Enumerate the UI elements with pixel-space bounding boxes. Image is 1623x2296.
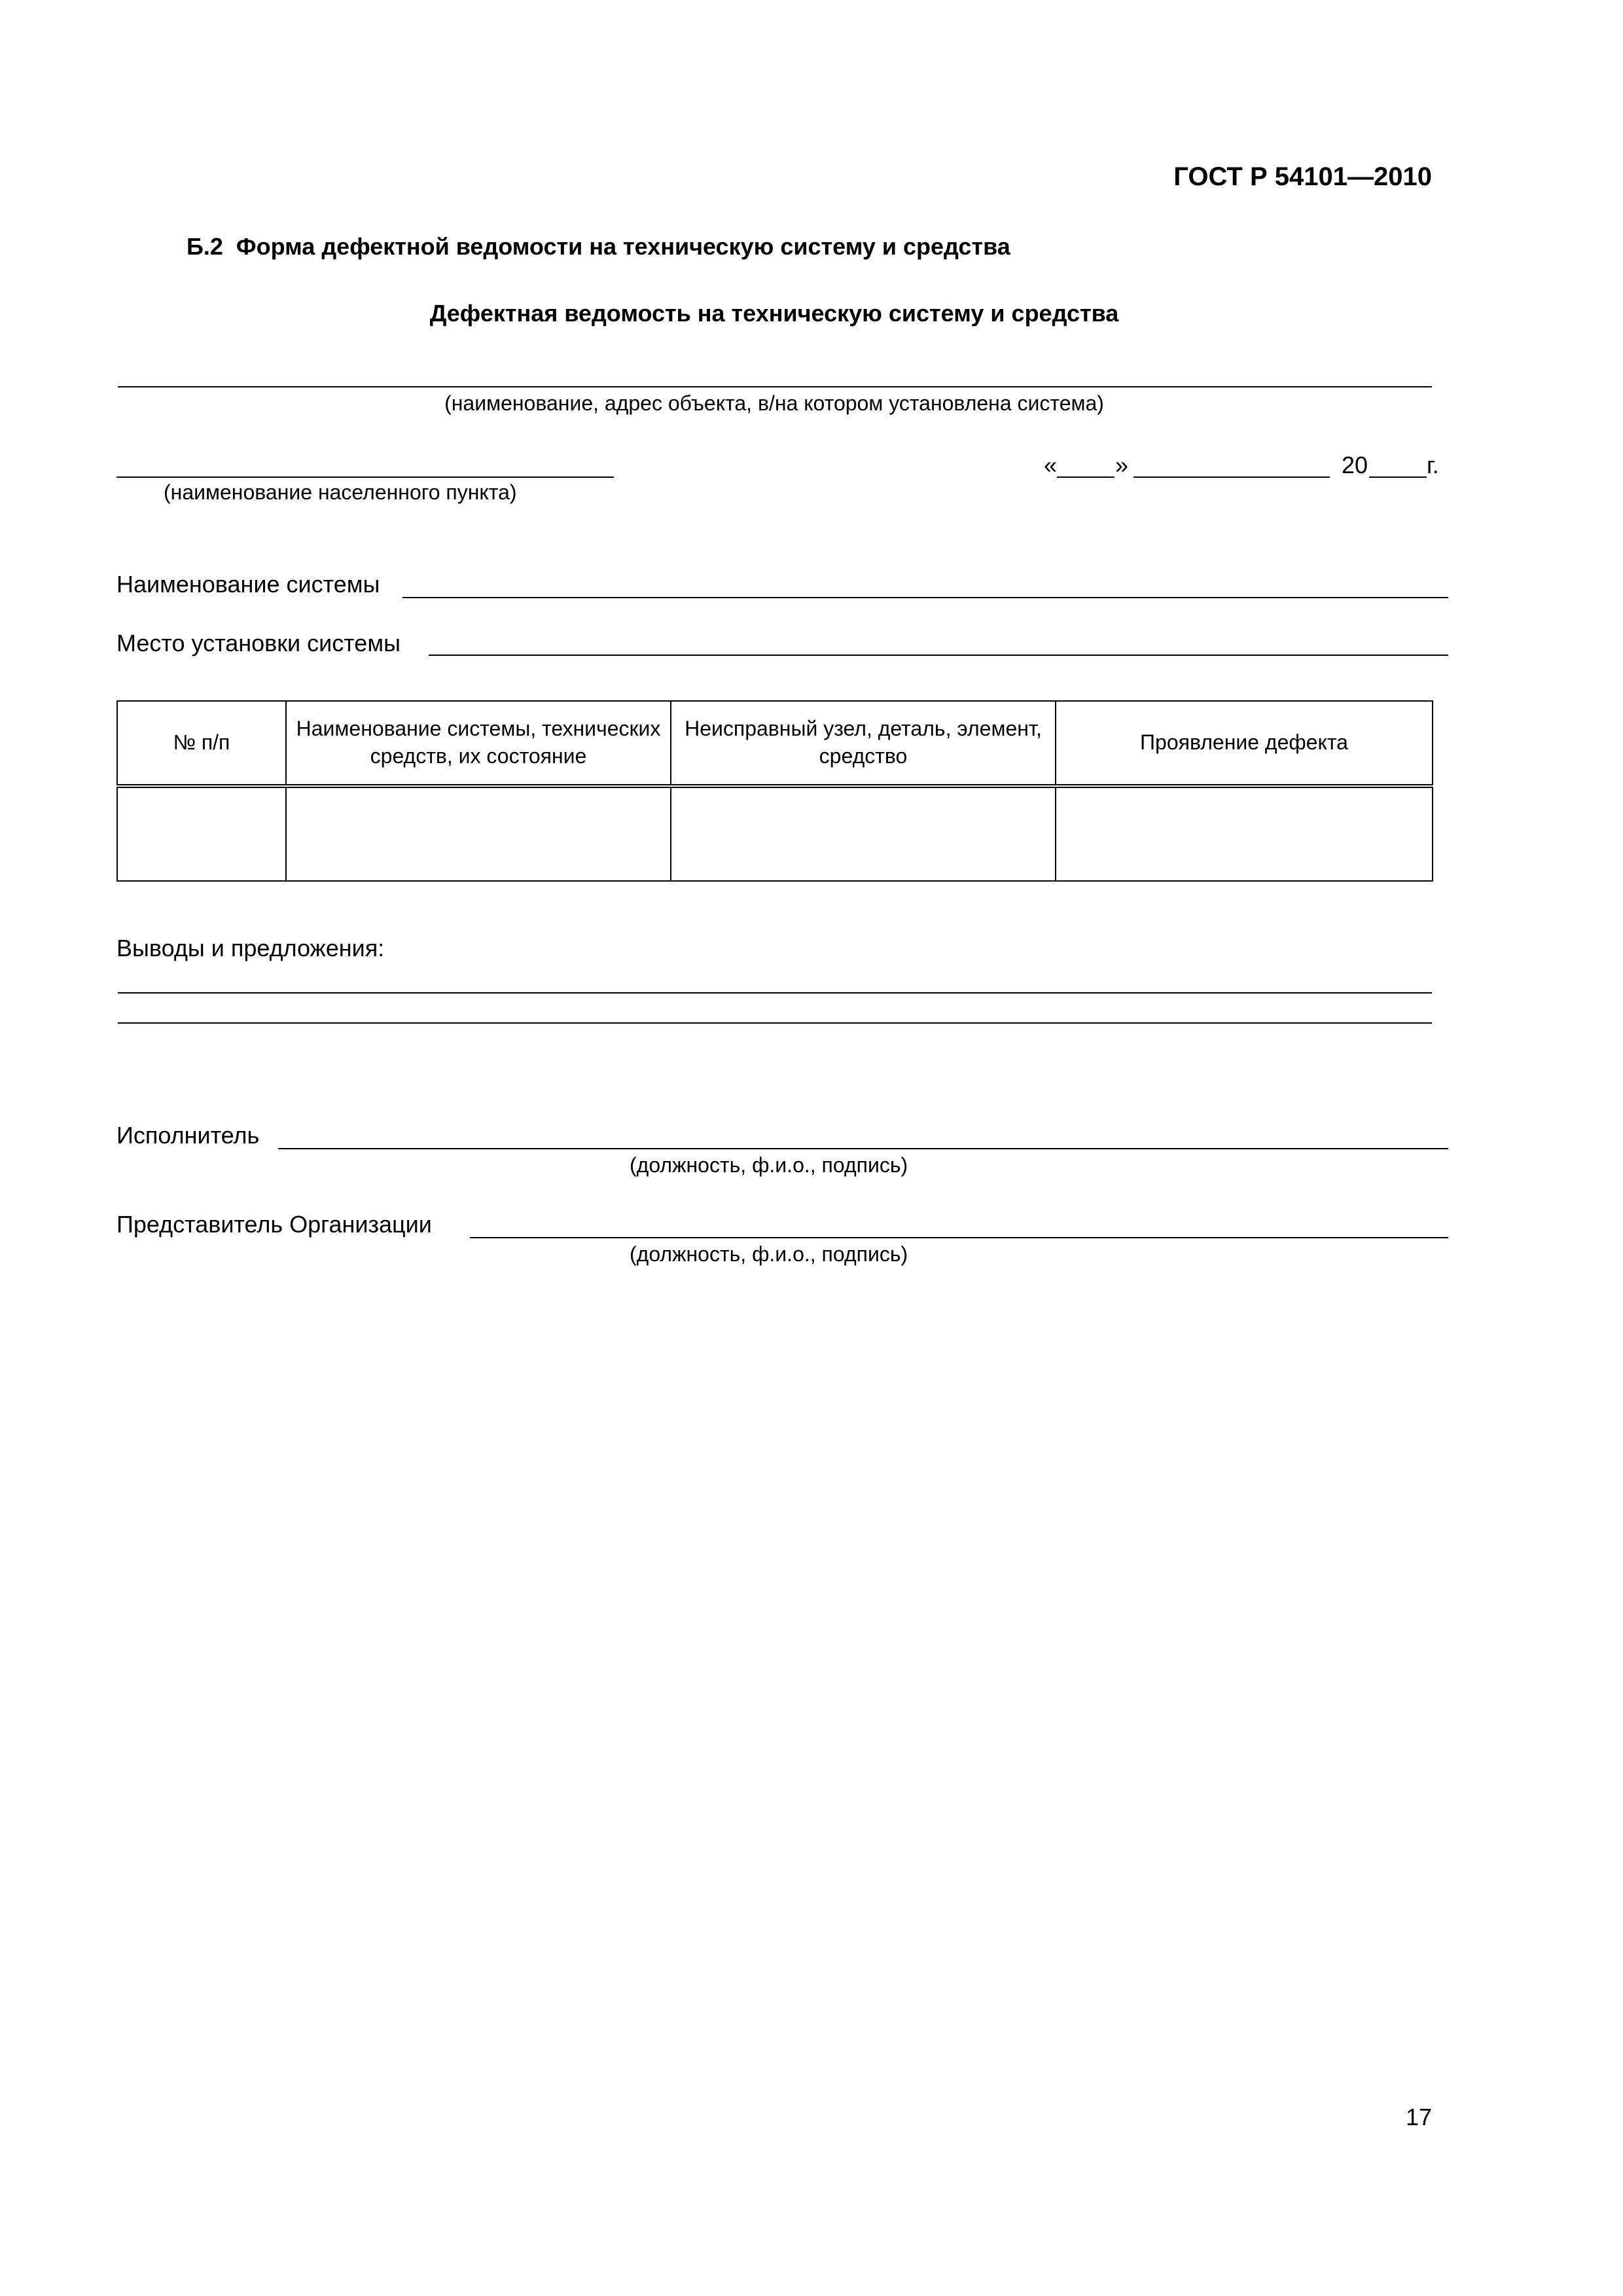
column-header-faulty-unit: Неисправный узел, деталь, элемент, средство — [671, 701, 1056, 786]
install-place-line[interactable] — [429, 655, 1448, 656]
defects-table — [116, 700, 1433, 882]
table-cell-system[interactable] — [286, 786, 671, 881]
standard-code: ГОСТ Р 54101—2010 — [1173, 162, 1432, 191]
date-year-suffix: г. — [1427, 452, 1439, 478]
section-title: Б.2 Форма дефектной ведомости на техническую систему и средства — [187, 233, 1010, 260]
form-title: Дефектная ведомость на техническую систему и средства — [429, 300, 1119, 327]
install-place-label: Место установки системы — [116, 630, 401, 656]
object-name-line — [118, 386, 1432, 387]
locality-caption: (наименование населенного пункта) — [164, 480, 517, 504]
conclusions-line-2[interactable] — [118, 1022, 1432, 1024]
system-name-label: Наименование системы — [116, 571, 380, 598]
conclusions-label: Выводы и предложения: — [116, 935, 385, 961]
date-month-line — [1133, 476, 1330, 478]
org-rep-caption: (должность, ф.и.о., подпись) — [630, 1242, 908, 1266]
table-cell-faulty-unit[interactable] — [671, 786, 1056, 881]
page-number: 17 — [1405, 2104, 1432, 2130]
table-cell-number[interactable] — [117, 786, 286, 881]
date-day-line — [1057, 476, 1115, 478]
table-row — [117, 786, 1433, 881]
conclusions-line-1[interactable] — [118, 992, 1432, 994]
date-open-quote: « — [1044, 452, 1058, 478]
executor-signature-line[interactable] — [278, 1148, 1448, 1149]
date-close-quote: » — [1115, 452, 1129, 478]
date-year-prefix: 20 — [1342, 452, 1368, 478]
locality-line — [116, 476, 614, 478]
org-rep-label: Представитель Организации — [116, 1211, 432, 1238]
column-header-system: Наименование системы, технических средств, их состояние — [286, 701, 671, 786]
org-rep-signature-line[interactable] — [470, 1237, 1448, 1238]
executor-caption: (должность, ф.и.о., подпись) — [630, 1153, 908, 1177]
executor-label: Исполнитель — [116, 1122, 260, 1149]
date-year-line — [1369, 476, 1427, 478]
table-header-row — [117, 701, 1433, 786]
table-cell-defect[interactable] — [1056, 786, 1433, 881]
column-header-number: № п/п — [117, 701, 286, 786]
column-header-defect: Проявление дефекта — [1056, 701, 1433, 786]
system-name-line[interactable] — [402, 597, 1448, 598]
object-caption: (наименование, адрес объекта, в/на котором установлена система) — [444, 391, 1104, 415]
